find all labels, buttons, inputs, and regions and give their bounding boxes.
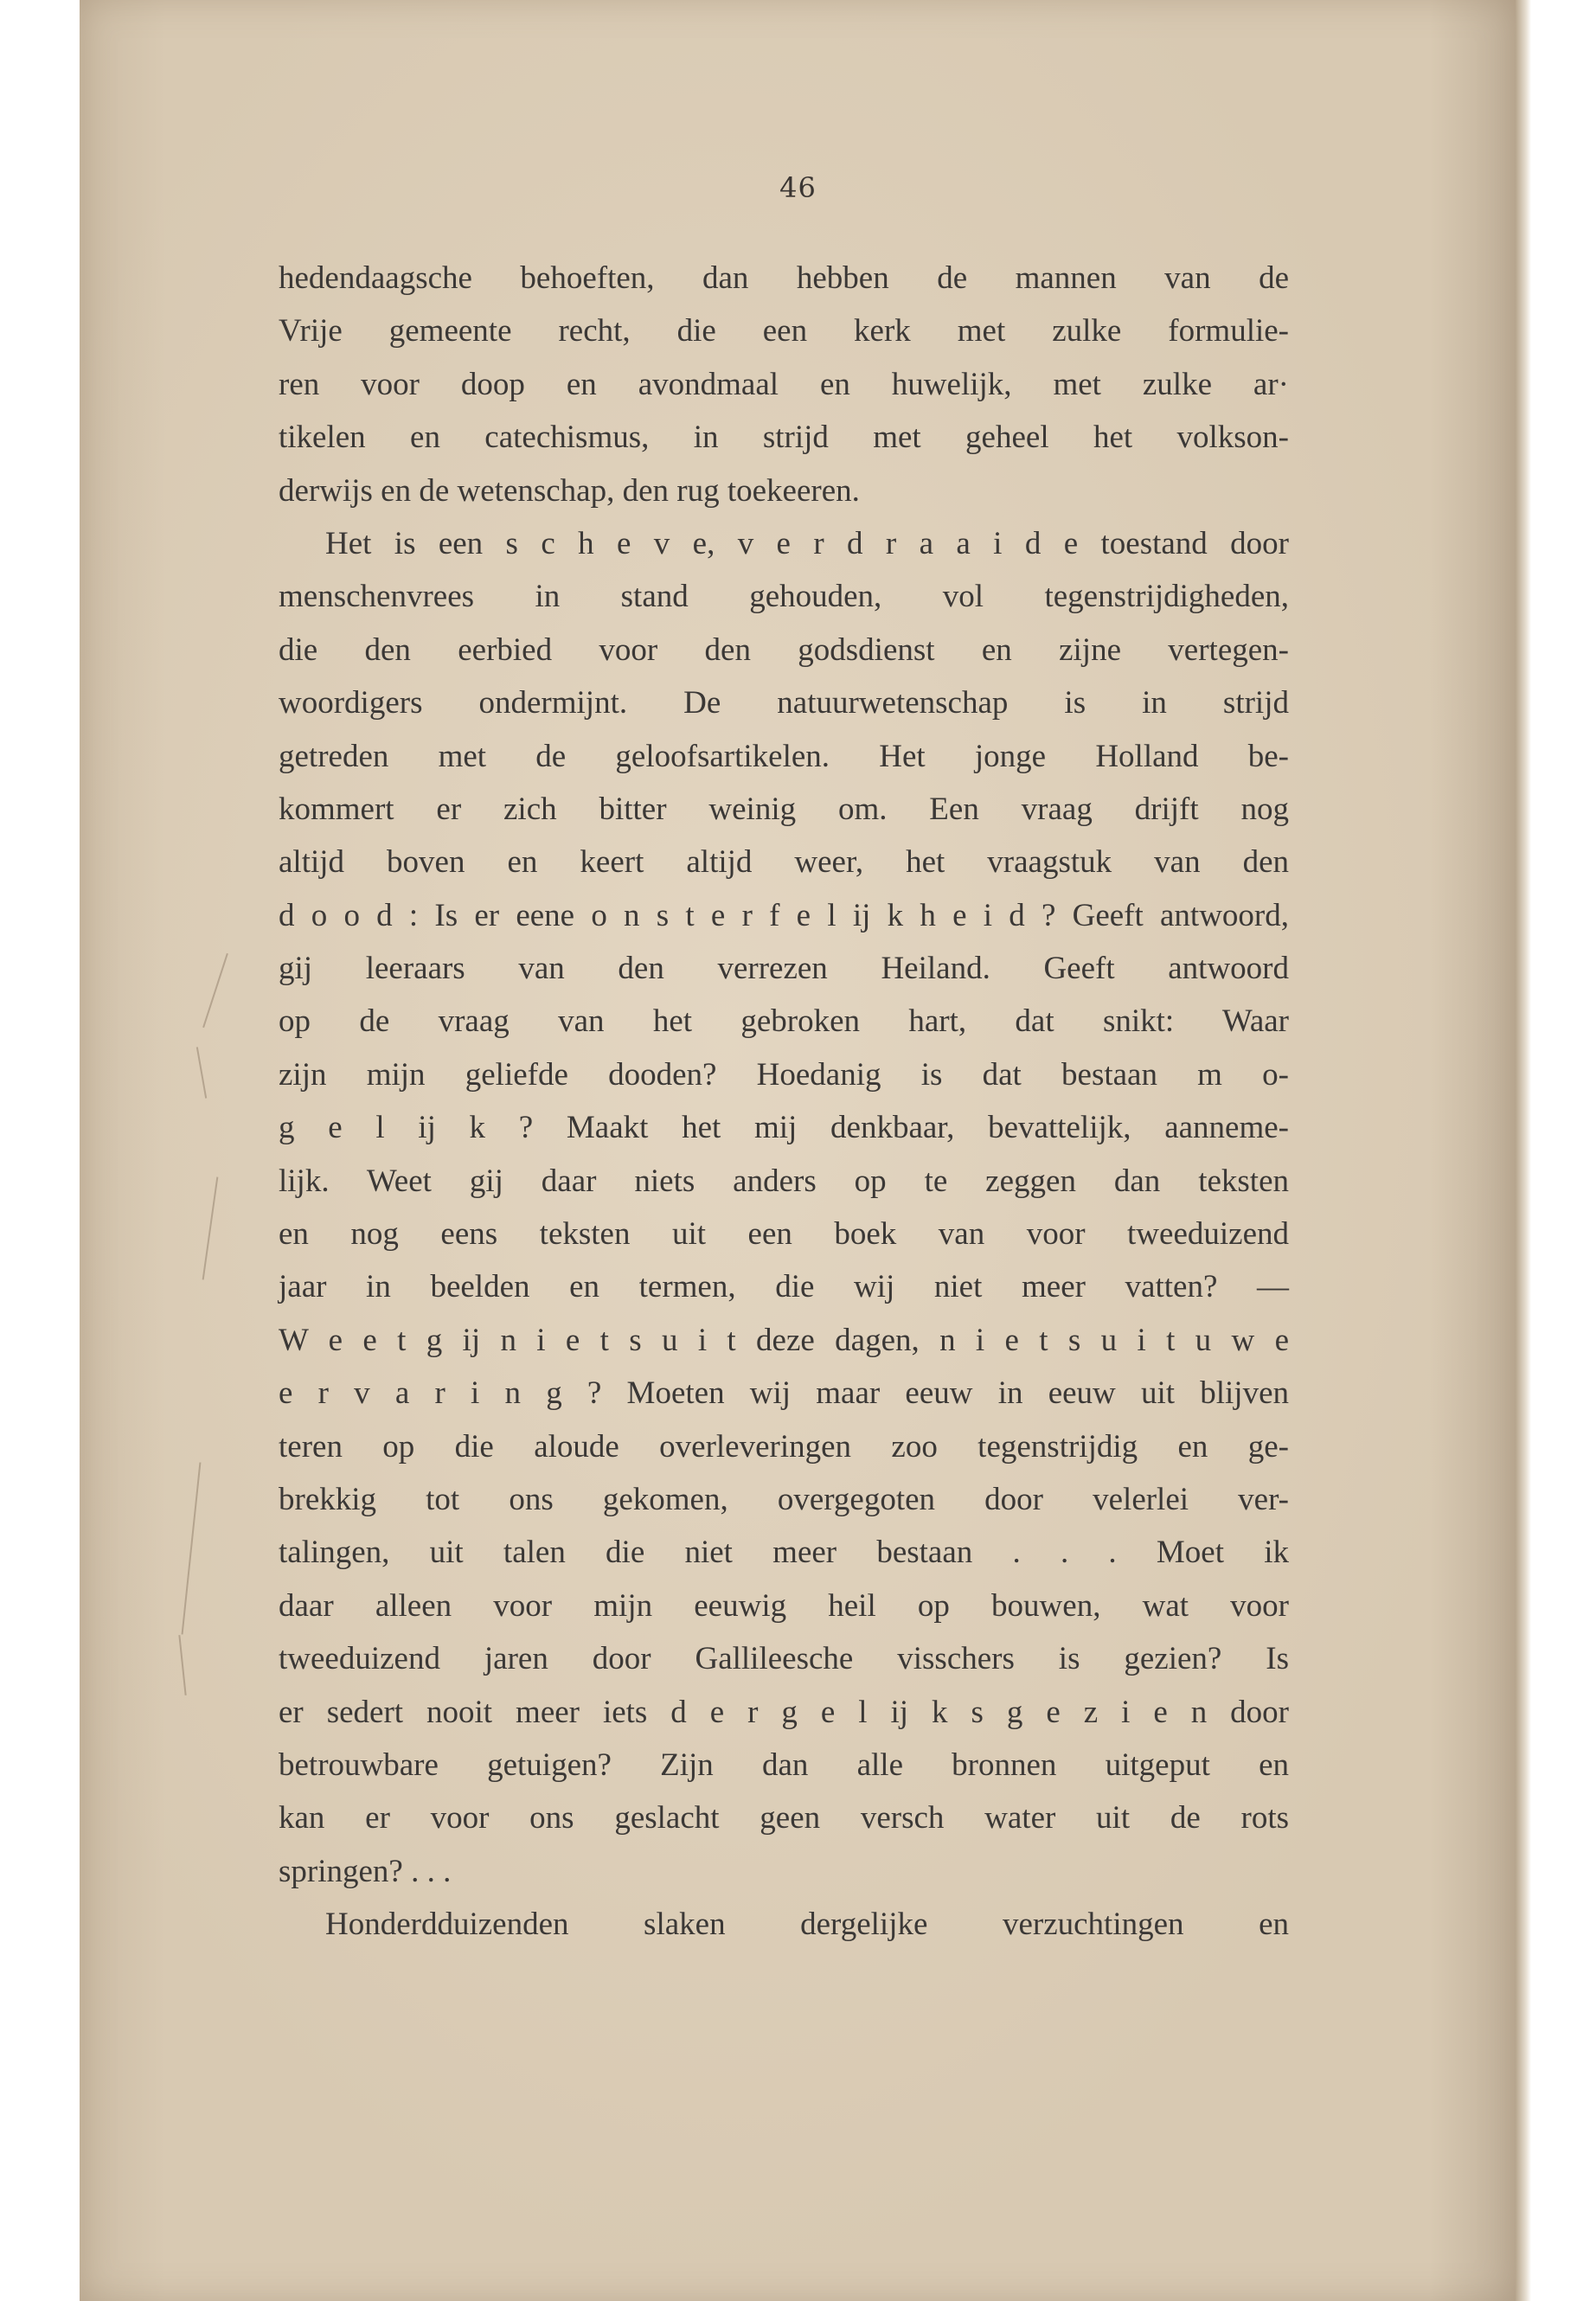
margin-pencil-mark	[196, 1047, 207, 1098]
text-line: kommert er zich bitter weinig om. Een vraag drijft nog	[279, 791, 1289, 827]
text-line: lijk. Weet gij daar niets anders op te zeggen dan teksten	[279, 1163, 1289, 1199]
text-line: betrouwbare getuigen? Zijn dan alle bronnen uitgeput en	[279, 1747, 1289, 1783]
text-line: Vrije gemeente recht, die een kerk met zulke formulie-	[279, 313, 1289, 349]
text-line: jaar in beelden en termen, die wij niet meer vatten? —	[279, 1269, 1289, 1305]
text-line: er sedert nooit meer iets d e r g e l ij k s g e z i e n door	[279, 1694, 1289, 1730]
text-line: altijd boven en keert altijd weer, het vraagstuk van den	[279, 844, 1289, 881]
text-line: menschenvrees in stand gehouden, vol tegenstrijdigheden,	[279, 579, 1289, 615]
margin-pencil-mark	[202, 953, 228, 1028]
text-line: g e l ij k ? Maakt het mij denkbaar, bevattelijk, aanneme-	[279, 1110, 1289, 1146]
text-line: daar alleen voor mijn eeuwig heil op bouwen, wat voor	[279, 1587, 1289, 1624]
margin-pencil-mark	[182, 1462, 202, 1634]
text-line: Honderdduizenden slaken dergelijke verzuchtingen en	[325, 1907, 1289, 1943]
text-line: woordigers ondermijnt. De natuurwetenschap is in strijd	[279, 685, 1289, 721]
page-number: 46	[779, 171, 817, 204]
margin-pencil-mark	[202, 1176, 219, 1279]
text-line: gij leeraars van den verrezen Heiland. Geeft antwoord	[279, 951, 1289, 987]
text-line: Het is een s c h e v e, v e r d r a a i d e toestand door	[325, 525, 1289, 561]
text-line: zijn mijn geliefde dooden? Hoedanig is dat bestaan m o-	[279, 1056, 1289, 1093]
text-line: derwijs en de wetenschap, den rug toekeeren.	[279, 472, 860, 509]
text-line: tikelen en catechismus, in strijd met geheel het volkson-	[279, 420, 1289, 456]
page-edge-shadow	[1516, 0, 1531, 2301]
text-line: die den eerbied voor den godsdienst en zijne vertegen-	[279, 631, 1289, 668]
text-line: en nog eens teksten uit een boek van voor tweeduizend	[279, 1216, 1289, 1253]
text-line: brekkig tot ons gekomen, overgegoten door velerlei ver-	[279, 1481, 1289, 1517]
text-line: d o o d : Is er eene o n s t e r f e l ij k h e i d ? Geeft antwoord,	[279, 897, 1289, 933]
text-line: op de vraag van het gebroken hart, dat snikt: Waar	[279, 1003, 1289, 1040]
text-line: teren op die aloude overleveringen zoo tegenstrijdig en ge-	[279, 1428, 1289, 1465]
text-line: springen? . . .	[279, 1853, 452, 1889]
text-line: e r v a r i n g ? Moeten wij maar eeuw in eeuw uit blijven	[279, 1375, 1289, 1412]
body-text	[279, 252, 1289, 1952]
text-line: W e e t g ij n i e t s u i t deze dagen, n i e t s u i t u w e	[279, 1322, 1289, 1358]
margin-pencil-mark	[178, 1635, 186, 1695]
text-line: getreden met de geloofsartikelen. Het jonge Holland be-	[279, 738, 1289, 774]
text-line: hedendaagsche behoeften, dan hebben de mannen van de	[279, 260, 1289, 296]
text-line: kan er voor ons geslacht geen versch water uit de rots	[279, 1800, 1289, 1836]
text-line: tweeduizend jaren door Gallileesche visschers is gezien? Is	[279, 1641, 1289, 1677]
text-line: ren voor doop en avondmaal en huwelijk, met zulke ar·	[279, 366, 1289, 402]
text-line: talingen, uit talen die niet meer bestaan . . . Moet ik	[279, 1535, 1289, 1571]
